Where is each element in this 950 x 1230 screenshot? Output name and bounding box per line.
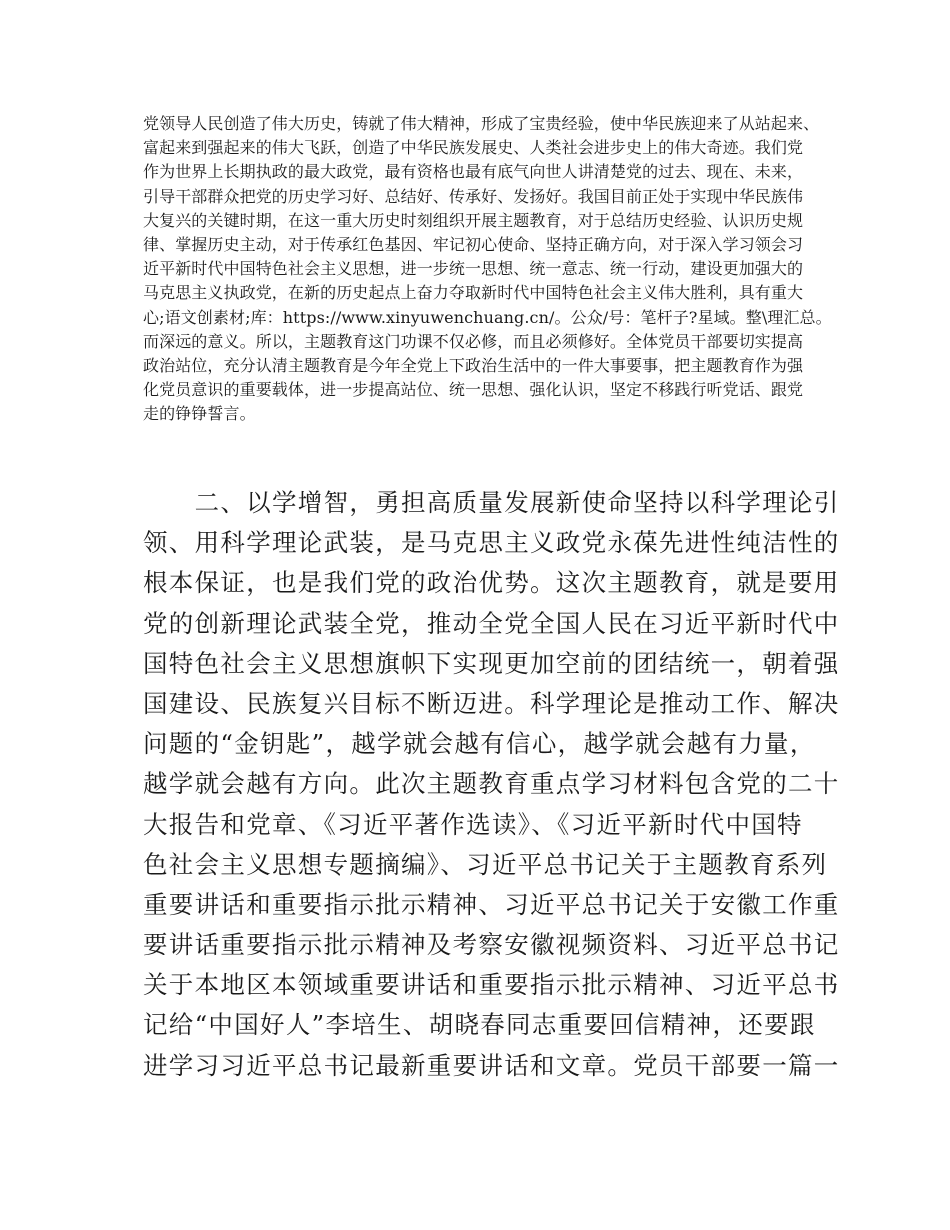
text-line: 富起来到强起来的伟大飞跃，创造了中华民族发展史、人类社会进步史上的伟大奇迹。我们党 [143,138,804,158]
text-line: 重要讲话和重要指示批示精神、习近平总书记关于安徽工作重 [143,889,840,919]
paragraph-section-two [143,483,840,1086]
text-line: 记给“中国好人”李培生、胡晓春同志重要回信精神，还要跟 [143,1010,816,1040]
section-heading-line: 二、以学增智，勇担高质量发展新使命坚持以科学理论引 [143,488,840,517]
text-line: 党领导人民创造了伟大历史，铸就了伟大精神，形成了宝贵经验，使中华民族迎来了从站起来、 [143,114,820,133]
text-line: 化党员意识的重要载体，进一步提高站位、统一思想、强化认识，坚定不移践行听党话、跟党 [143,380,804,400]
text-line: 大复兴的关键时期，在这一重大历史时刻组织开展主题教育，对于总结历史经验、认识历史规 [143,210,804,230]
text-line: 而深远的意义。所以，主题教育这门功课不仅必修，而且必须修好。全体党员干部要切实提高 [143,331,804,351]
paragraph-history-significance [143,112,832,426]
text-line: 问题的“金钥匙”，越学就会越有信心，越学就会越有力量， [143,729,816,759]
text-line: 色社会主义思想专题摘编》、习近平总书记关于主题教育系列 [143,849,828,879]
text-line: 作为世界上长期执政的最大政党，最有资格也最有底气向世人讲清楚党的过去、现在、未来， [143,162,804,182]
text-line: 关于本地区本领域重要讲话和重要指示批示精神、习近平总书 [143,970,840,1000]
text-line: 国特色社会主义思想旗帜下实现更加空前的团结统一，朝着强 [143,648,840,678]
text-line: 领、用科学理论武装，是马克思主义政党永葆先进性纯洁性的 [143,528,840,558]
text-line: 要讲话重要指示批示精神及考察安徽视频资料、习近平总书记 [143,930,840,960]
text-line: 根本保证，也是我们党的政治优势。这次主题教育，就是要用 [143,568,840,598]
text-line: 近平新时代中国特色社会主义思想，进一步统一思想、统一意志、统一行动，建设更加强大的 [143,259,804,279]
watermark-text-line: 心;语文创素材;库：https://www.xinyuwenchuang.cn/。公众/号：笔杆子?星域。整\理汇总。 [143,307,832,327]
text-line: 引导干部群众把党的历史学习好、总结好、传承好、发扬好。我国目前正处于实现中华民族伟 [143,186,804,206]
text-line: 政治站位，充分认清主题教育是今年全党上下政治生活中的一件大事要事，把主题教育作为强 [143,355,804,375]
text-line: 马克思主义执政党，在新的历史起点上奋力夺取新时代中国特色社会主义伟大胜利，具有重大 [143,283,804,303]
text-line: 国建设、民族复兴目标不断迈进。科学理论是推动工作、解决 [143,688,840,718]
text-line: 越学就会越有方向。此次主题教育重点学习材料包含党的二十 [143,769,840,799]
text-line: 大报告和党章、《习近平著作选读》、《习近平新时代中国特 [143,809,803,839]
text-line: 律、掌握历史主动，对于传承红色基因、牢记初心使命、坚持正确方向，对于深入学习领会习 [143,234,804,254]
text-line: 走的铮铮誓言。 [143,404,256,424]
text-line: 进学习习近平总书记最新重要讲话和文章。党员干部要一篇一 [143,1050,840,1080]
text-line: 党的创新理论武装全党，推动全党全国人民在习近平新时代中 [143,608,840,638]
